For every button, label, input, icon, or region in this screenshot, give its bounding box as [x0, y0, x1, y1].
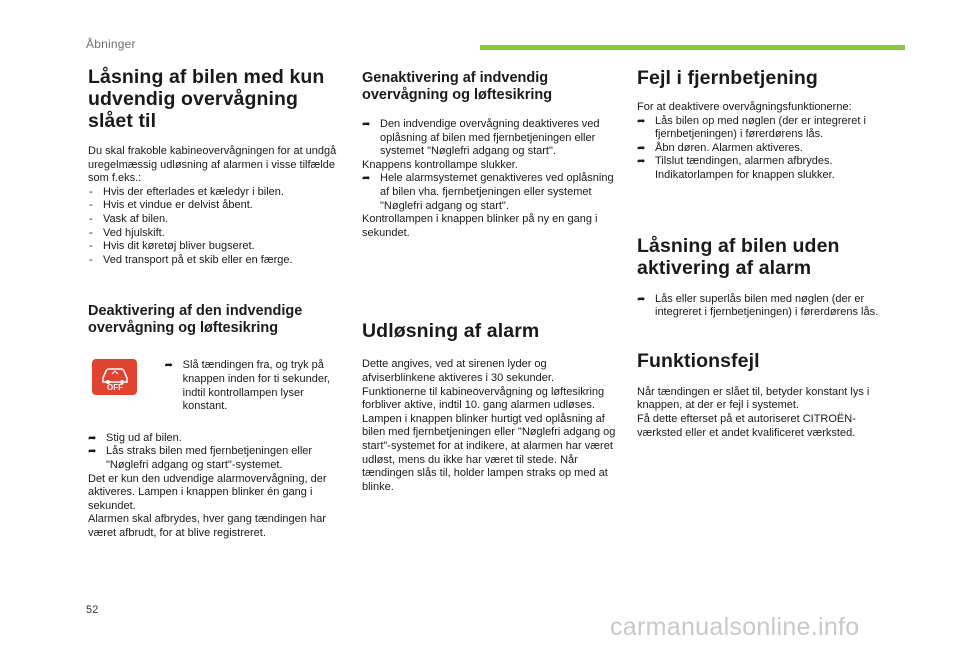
title-remote-fault: Fejl i fjernbetjening	[637, 67, 818, 89]
list-item: - Hvis der efterlades et kæledyr i bilen.	[88, 186, 340, 200]
step-marker-icon: ➦	[637, 115, 646, 127]
step-marker-icon: ➦	[637, 293, 646, 305]
list-item: ➦ Tilslut tændingen, alarmen afbrydes. Indikatorlampen for knappen slukker.	[637, 155, 835, 181]
badge-off-label: OFF	[107, 383, 123, 393]
column-middle	[362, 70, 618, 494]
title-malfunction: Funktionsfejl	[637, 349, 760, 372]
trigger-text-1: Dette angives, ved at sirenen lyder og afviserblinkene aktiveres i 30 sekunder.	[362, 358, 554, 384]
alarm-off-button-icon	[92, 359, 137, 395]
intro-text: Du skal frakoble kabineovervågningen for at undgå uregelmæssig udløsning af alarmen i visse tilfælde som f.eks.:	[88, 145, 337, 185]
fault-text-block	[637, 386, 897, 440]
step-marker-icon: ➦	[637, 156, 646, 168]
title-trigger: Udløsning af alarm	[362, 320, 540, 343]
header-accent-bar	[480, 45, 905, 50]
list-item: ➦ Den indvendige overvågning deaktiveres ved oplåsning af bilen med fjernbetjeningen eller systemet "Nøglefri adgang og start".	[362, 118, 600, 158]
remote-steps	[637, 115, 897, 183]
note-text: Knappens kontrollampe slukker.	[362, 158, 518, 171]
trigger-text-3: Lampen i knappen blinker hurtigt ved oplåsning af bilen med fjernbetjeningen eller "Nøglefri adgang og start"-systemet for at indikere, at alarmen har været udløst, mens du ikke har været til stede. Når tændingen slås til, holder lampen straks op med at blinke.	[362, 412, 616, 493]
fault-text-1: Når tændingen er slået til, betyder konstant lys i knappen, at der er fejl i systemet.	[637, 385, 870, 412]
step-marker-icon: ➦	[88, 446, 97, 458]
list-item: - Ved transport på et skib eller en færge.	[88, 254, 340, 268]
title-lock-no-alarm: Låsning af bilen uden aktivering af alarm	[637, 234, 840, 279]
fault-text-2: Få dette efterset på et autoriseret CITROËN-værksted eller et andet kvalificeret værksted.	[637, 412, 856, 439]
after-text-2: Alarmen skal afbrydes, hver gang tændingen har været afbrudt, for at blive registreret.	[88, 513, 326, 539]
steps-block	[88, 432, 340, 541]
lock-step: ➦ Lås eller superlås bilen med nøglen (der er integreret i fjernbetjeningen) i førerdørens lås.	[637, 292, 879, 319]
step-marker-icon: ➦	[88, 432, 97, 444]
after-text: Det er kun den udvendige alarmovervågning, der aktiveres. Lampen i knappen blinker én gang i sekundet.	[88, 472, 327, 512]
list-item: - Ved hjulskift.	[88, 227, 340, 241]
case-list	[88, 186, 340, 268]
list-item: ➦ Stig ud af bilen.	[88, 431, 182, 444]
step-marker-icon: ➦	[362, 173, 371, 185]
list-item: - Hvis dit køretøj bliver bugseret.	[88, 240, 340, 254]
list-item: - Hvis et vindue er delvist åbent.	[88, 199, 340, 213]
page-number: 52	[86, 604, 99, 616]
title-deactivation: Deaktivering af den indvendige overvågning og løftesikring	[88, 303, 303, 337]
badge-step: ➦ Slå tændingen fra, og tryk på knappen inden for ti sekunder, indtil kontrollampen lyser konstant.	[164, 359, 331, 413]
badge-step-row	[88, 359, 340, 413]
step-marker-icon: ➦	[362, 119, 371, 130]
column-right	[637, 67, 897, 440]
list-item: - Vask af bilen.	[88, 213, 340, 227]
list-item: ➦ Åbn døren. Alarmen aktiveres.	[637, 141, 803, 154]
watermark: carmanualsonline.info	[610, 613, 860, 641]
list-item: ➦ Lås bilen op med nøglen (der er integreret i fjernbetjeningen) i førerdørens lås.	[637, 114, 866, 141]
trigger-text-2: Funktionerne til kabineovervågning og løftesikring forbliver aktive, indtil 10. gang alarmen udløses.	[362, 385, 605, 412]
note-text: Kontrollampen i knappen blinker på ny en gang i sekundet.	[362, 213, 598, 239]
step-marker-icon: ➦	[164, 360, 174, 372]
trigger-text-block	[362, 358, 618, 494]
column-left	[88, 66, 340, 540]
remote-intro: For at deaktivere overvågningsfunktionerne:	[637, 101, 852, 113]
list-item: ➦ Hele alarmsystemet genaktiveres ved oplåsning af bilen vha. fjernbetjeningen eller systemet "Nøglefri adgang og start".	[362, 172, 614, 212]
title-lock-exterior: Låsning af bilen med kun udvendig overvågning slået til	[88, 66, 325, 132]
list-item: ➦ Lås straks bilen med fjernbetjeningen eller "Nøglefri adgang og start"-systemet.	[88, 445, 313, 471]
section-label: Åbninger	[86, 37, 136, 51]
step-marker-icon: ➦	[637, 142, 646, 154]
title-reactivation: Genaktivering af indvendig overvågning og løftesikring	[362, 70, 553, 103]
